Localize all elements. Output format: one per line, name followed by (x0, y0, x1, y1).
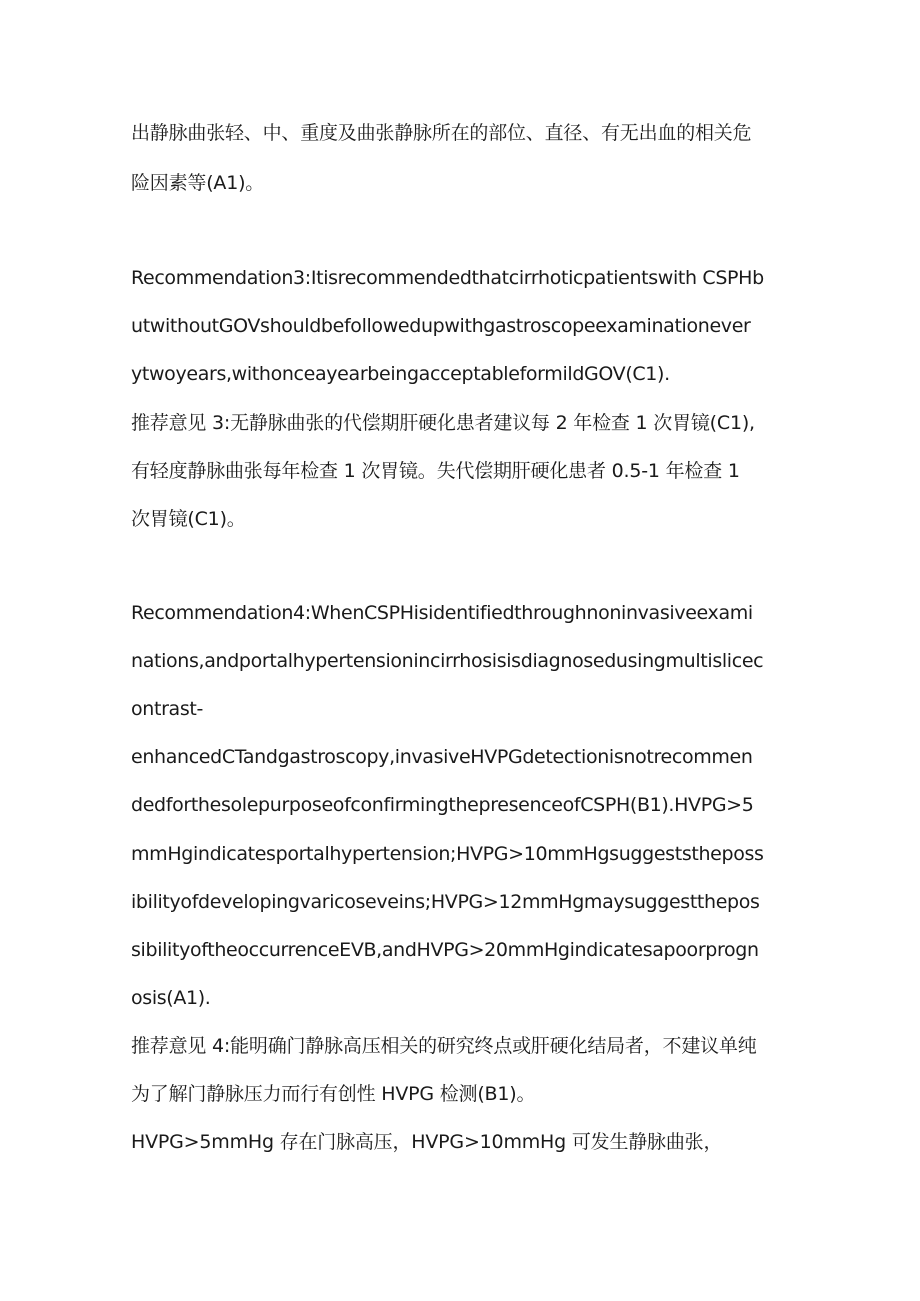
text-line: 出静脉曲张轻、中、重度及曲张静脉所在的部位、直径、有无出血的相关危 (131, 122, 752, 144)
text-line: ibilityofdevelopingvaricoseveins;HVPG>12mmHgmaysuggestthepos (131, 891, 760, 913)
text-line: dedforthesolepurposeofconfirmingthepresenceofCSPH(B1).HVPG>5 (131, 794, 754, 816)
text-line: 次胃镜(C1)。 (131, 508, 246, 530)
text-line: ytwoyears,withonceayearbeingacceptableformildGOV(C1). (131, 363, 670, 385)
text-line: sibilityoftheoccurrenceEVB,andHVPG>20mmHgindicatesapoorprogn (131, 939, 759, 961)
text-line: Recommendation4:WhenCSPHisidentifiedthroughnoninvasiveexami (131, 602, 753, 624)
text-line: Recommendation3:Itisrecommendedthatcirrhoticpatientswith CSPHb (131, 267, 764, 289)
text-line: enhancedCTandgastroscopy,invasiveHVPGdetectionisnotrecommen (131, 746, 753, 768)
text-line: 为了解门静脉压力而行有创性 HVPG 检测(B1)。 (131, 1083, 536, 1105)
text-line: osis(A1). (131, 987, 211, 1009)
text-line: mmHgindicatesportalhypertension;HVPG>10mmHgsuggeststheposs (131, 843, 764, 865)
text-line: HVPG>5mmHg 存在门脉高压，HVPG>10mmHg 可发生静脉曲张， (131, 1131, 723, 1153)
text-line: 有轻度静脉曲张每年检查 1 次胃镜。失代偿期肝硬化患者 0.5-1 年检查 1 (131, 460, 740, 482)
text-line: nations,andportalhypertensionincirrhosisisdiagnosedusingmultislicec (131, 650, 764, 672)
text-line: 险因素等(A1)。 (131, 172, 265, 194)
text-line: ontrast- (131, 698, 203, 720)
text-line: 推荐意见 4:能明确门静脉高压相关的研究终点或肝硬化结局者，不建议单纯 (131, 1035, 757, 1057)
text-line: utwithoutGOVshouldbefollowedupwithgastroscopeexaminationever (131, 315, 751, 337)
text-line: 推荐意见 3:无静脉曲张的代偿期肝硬化患者建议每 2 年检查 1 次胃镜(C1), (131, 412, 755, 434)
